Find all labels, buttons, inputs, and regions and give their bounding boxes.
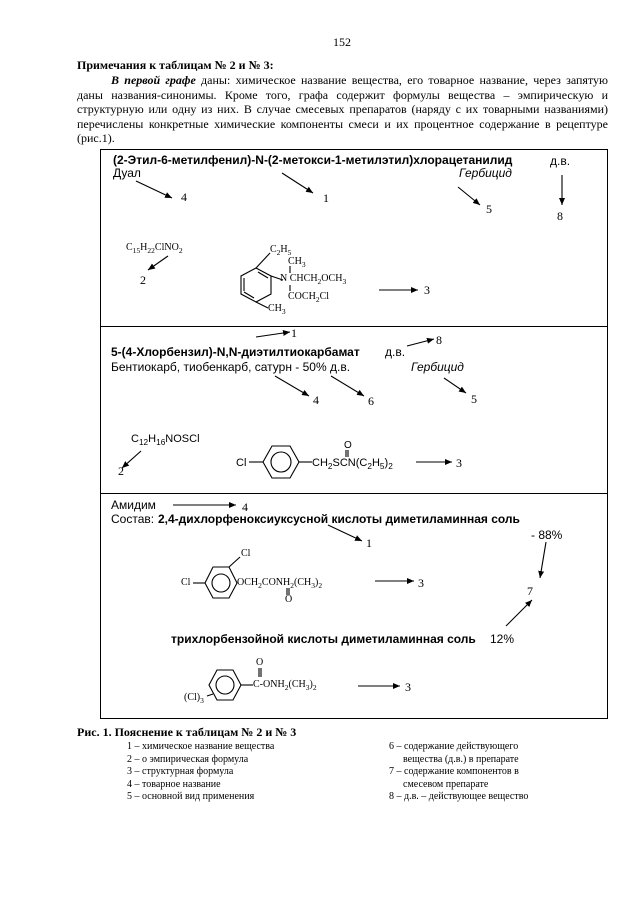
panel2-chemical-name: 5-(4-Хлорбензил)-N,N-диэтилтиокарбамат — [111, 345, 360, 359]
legend-item: 4 – товарное название — [127, 778, 221, 790]
panel3-trade-name: Амидим — [111, 498, 156, 512]
panel3-cl-top: Cl — [241, 548, 251, 559]
panel1-mark-5: 5 — [486, 202, 492, 216]
panel2-dv: д.в. — [385, 345, 406, 359]
panel3-percent2: 12% — [490, 632, 515, 646]
notes-text: даны: химическое название вещества, его товарное название, через запятую даны названия-синонимы. Кроме того, графа содержит формулы вещества – эмпирическую и структурную или одну из них. В случае смесевых препаратов (наряду с их товарными названиями) перечислены конкретные химические компоненты смеси и их процентное содержание в рецептуре (рис.1). — [77, 73, 609, 146]
panel1-chemical-name: (2-Этил-6-метилфенил)-N-(2-метокси-1-метилэтил)хлорацетанилид — [113, 153, 513, 167]
panel1-mark-3: 3 — [424, 283, 430, 297]
notes-paragraph — [77, 73, 608, 145]
panel1-n-chain: N $CHCH_2OCH_3$ — [280, 273, 347, 286]
legend-item: 6 – содержание действующего — [389, 741, 519, 752]
panel2-formula: $C_{12}H_{16}NOSCl$ — [131, 433, 200, 448]
panel1-dv: д.в. — [550, 154, 571, 168]
panel3-mark-7: 7 — [527, 584, 533, 598]
legend-item: 7 – содержание компонентов в — [389, 766, 519, 777]
panel3-mark-3b: 3 — [405, 680, 411, 694]
panel3-mark-3a: 3 — [418, 576, 424, 590]
notes-block — [77, 58, 608, 145]
panel2-mark-5: 5 — [471, 392, 477, 406]
panel3-cl-group: $(Cl)_3$ — [184, 692, 204, 705]
page-number: 152 — [333, 35, 351, 49]
panel2-chain: $CH_2SCN(C_2H_5)_2$ — [312, 457, 393, 472]
panel1-mark-4: 4 — [181, 190, 187, 204]
legend-right — [389, 741, 528, 804]
panel2-mark-1: 1 — [291, 326, 297, 340]
panel2-mark-8: 8 — [436, 333, 442, 347]
panel2-synonyms: Бентиокарб, тиобенкарб, сатурн - 50% д.в. — [111, 360, 351, 374]
panel1-ch3-bottom: $CH_3$ — [268, 303, 286, 316]
panel1-formula: $C_{15}H_{22}ClNO_2$ — [126, 242, 183, 255]
panel3-component2: трихлорбензойной кислоты диметиламинная соль — [171, 632, 476, 646]
panel1-c2h5: $C_2H_5$ — [270, 244, 292, 257]
legend-item: смесевом препарате — [403, 778, 489, 790]
legend-item: 2 – о эмпирическая формула — [127, 753, 249, 765]
panel1-mark-2: 2 — [140, 273, 146, 287]
panel1-mark-8: 8 — [557, 209, 563, 223]
legend-item: 3 – структурная формула — [127, 766, 234, 777]
panel3-composition-label: Состав: — [111, 512, 155, 526]
notes-heading: Примечания к таблицам № 2 и № 3: — [77, 58, 274, 72]
panel3-mark-4: 4 — [242, 500, 248, 514]
legend-item: вещества (д.в.) в препарате — [403, 753, 519, 765]
panel3-oxygen2: O — [256, 657, 264, 668]
panel2-cl: Cl — [236, 457, 247, 469]
legend-item: 5 – основной вид применения — [127, 791, 255, 802]
panel1-coch2cl: $COCH_2Cl$ — [288, 291, 330, 304]
panel1-use: Гербицид — [459, 166, 512, 180]
legend-left — [127, 741, 274, 804]
figure-caption: Рис. 1. Пояснение к таблицам № 2 и № 3 — [77, 725, 297, 739]
panel3-cl-left: Cl — [181, 577, 191, 588]
panel2-mark-6: 6 — [368, 394, 374, 408]
panel1-ch3-top: $CH_3$ — [288, 256, 306, 269]
panel3-mark-1: 1 — [366, 536, 372, 550]
panel3-oxygen1: O — [285, 594, 293, 605]
legend-item: 1 – химическое название вещества — [127, 741, 275, 752]
panel3-chain1: $OCH_2CONH_2(CH_3)_2$ — [237, 577, 323, 590]
panel2-mark-3: 3 — [456, 456, 462, 470]
panel2-oxygen: O — [344, 440, 352, 451]
panel2-mark-4: 4 — [313, 393, 319, 407]
panel-dual — [100, 149, 608, 327]
panel2-use: Гербицид — [411, 360, 464, 374]
legend-item: 8 – д.в. – действующее вещество — [389, 791, 529, 802]
panel3-component1: 2,4-дихлорфеноксиуксусной кислоты диметиламинная соль — [158, 512, 520, 526]
notes-lead: В первой графе — [111, 73, 196, 88]
panel3-percent1: - 88% — [531, 528, 563, 542]
panel-amidim — [100, 493, 608, 719]
panel2-mark-2: 2 — [118, 464, 124, 478]
panel3-chain2: $C-ONH_2(CH_3)_2$ — [253, 679, 317, 692]
panel1-mark-1: 1 — [323, 191, 329, 205]
panel1-trade-name: Дуал — [113, 166, 141, 180]
